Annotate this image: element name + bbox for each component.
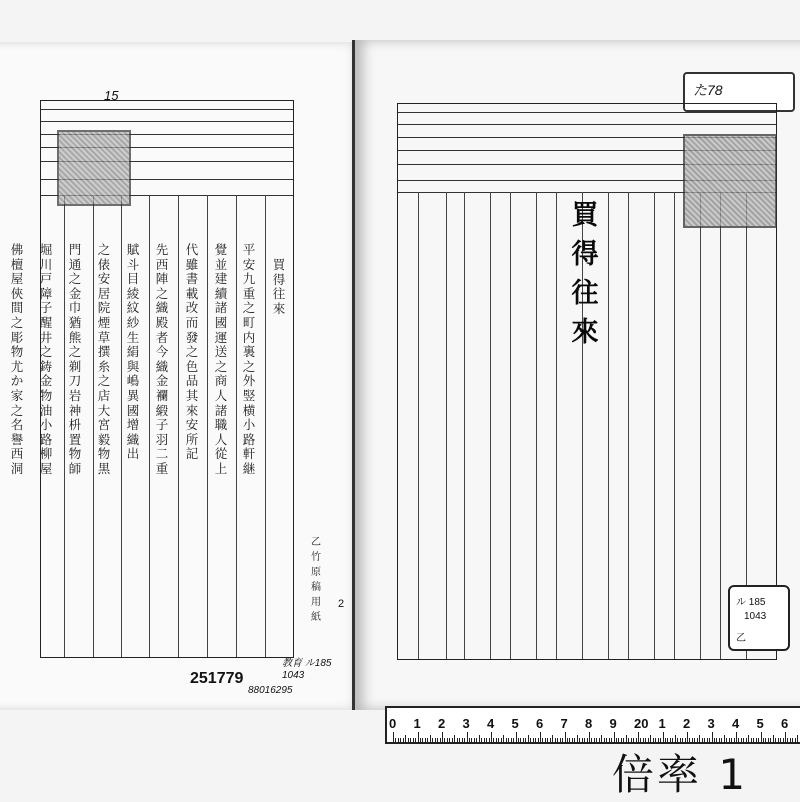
ruler-tick bbox=[491, 732, 492, 742]
ruler-tick bbox=[775, 738, 776, 742]
ruler-tick bbox=[753, 738, 754, 742]
zoom-label: 倍率 1 bbox=[612, 742, 748, 802]
ruler-tick bbox=[467, 732, 468, 742]
text-column-6: 之 俵 安 居 院 煙 草 撰 糸 之 店 大 宮 毅 物 黒 bbox=[95, 243, 113, 477]
ruler-tick bbox=[574, 738, 575, 742]
ruler-tick bbox=[447, 738, 448, 742]
ruler-tick bbox=[535, 738, 536, 742]
ruler-tick bbox=[486, 738, 487, 742]
ruler-tick bbox=[518, 738, 519, 742]
ruler-tick bbox=[748, 735, 749, 742]
ruler-tick bbox=[785, 732, 786, 742]
ruler-tick bbox=[599, 738, 600, 742]
ruler-tick bbox=[520, 738, 521, 742]
ruler-tick bbox=[506, 738, 507, 742]
ruler-tick bbox=[420, 738, 421, 742]
ruler-tick bbox=[712, 732, 713, 742]
ruler-tick bbox=[778, 738, 779, 742]
seal-stamp-right bbox=[683, 134, 777, 228]
catalog-label: た78 bbox=[683, 72, 795, 112]
document-title: 買 得 往 來 bbox=[565, 196, 605, 352]
ruler-tick bbox=[663, 732, 664, 742]
ruler-tick bbox=[751, 738, 752, 742]
text-column-7: 門 通 之 金 巾 猶 熊 之 剃 刀 岩 神 枡 置 物 師 bbox=[66, 243, 84, 477]
ruler-tick bbox=[547, 738, 548, 742]
ruler-tick bbox=[410, 738, 411, 742]
ruler-tick bbox=[484, 738, 485, 742]
ruler-tick bbox=[589, 732, 590, 742]
ruler-tick bbox=[557, 738, 558, 742]
ruler-label: 1 bbox=[659, 716, 666, 731]
ruler-tick bbox=[452, 738, 453, 742]
ruler-tick bbox=[516, 732, 517, 742]
ruler-tick bbox=[398, 738, 399, 742]
ruler-tick bbox=[601, 735, 602, 742]
ruler-label: 2 bbox=[683, 716, 690, 731]
ruler-label: 2 bbox=[438, 716, 445, 731]
ruler-tick bbox=[560, 738, 561, 742]
ruler-tick bbox=[408, 738, 409, 742]
ruler-tick bbox=[591, 738, 592, 742]
ruler-label: 5 bbox=[512, 716, 519, 731]
ruler-tick bbox=[454, 735, 455, 742]
ruler-tick bbox=[525, 738, 526, 742]
text-column-3: 代 雖 書 載 改 而 發 之 色 品 其 來 安 所 記 bbox=[183, 243, 201, 462]
ruler-tick bbox=[498, 738, 499, 742]
ruler-tick bbox=[405, 735, 406, 742]
ruler-tick bbox=[403, 738, 404, 742]
ruler-tick bbox=[787, 738, 788, 742]
ruler-tick bbox=[792, 738, 793, 742]
ref-line-3: 乙 bbox=[736, 629, 746, 644]
ruler-tick bbox=[459, 738, 460, 742]
margin-label: 乙 竹 原 稿 用 紙 bbox=[307, 535, 325, 625]
ruler-tick bbox=[513, 738, 514, 742]
ruler-tick bbox=[768, 738, 769, 742]
ruler-tick bbox=[415, 738, 416, 742]
ruler-tick bbox=[795, 738, 796, 742]
ruler-tick bbox=[508, 738, 509, 742]
ruler-tick bbox=[675, 735, 676, 742]
text-column-5: 賦 斗 目 綾 紋 紗 生 絹 與 嶋 異 國 增 織 出 bbox=[124, 243, 142, 462]
header-column: 買 得 往 來 bbox=[270, 258, 288, 316]
handwritten-code: 88016295 bbox=[248, 685, 293, 696]
ruler-tick bbox=[523, 738, 524, 742]
ruler-tick bbox=[425, 738, 426, 742]
ruler-tick bbox=[457, 738, 458, 742]
ruler-tick bbox=[528, 735, 529, 742]
text-column-9: 佛 檀 屋 俠 間 之 彫 物 尤 か 家 之 名 譽 西 洞 bbox=[8, 243, 26, 477]
ruler-tick bbox=[724, 735, 725, 742]
ruler-tick bbox=[687, 732, 688, 742]
seal-stamp-left bbox=[57, 130, 131, 206]
ruler-label: 5 bbox=[757, 716, 764, 731]
text-column-4: 先 西 陣 之 織 殿 者 今 織 金 襴 緞 子 羽 二 重 bbox=[153, 243, 171, 477]
ruler-tick bbox=[790, 738, 791, 742]
ruler-label: 20 bbox=[634, 716, 648, 731]
ruler-tick bbox=[565, 732, 566, 742]
ruler-tick bbox=[474, 738, 475, 742]
ruler-tick bbox=[449, 738, 450, 742]
ruler-label: 3 bbox=[708, 716, 715, 731]
ruler-tick bbox=[594, 738, 595, 742]
ruler-tick bbox=[609, 738, 610, 742]
ruler-tick bbox=[638, 732, 639, 742]
ruler-tick bbox=[572, 738, 573, 742]
ruler-tick bbox=[533, 738, 534, 742]
ruler-tick bbox=[400, 738, 401, 742]
ruler-label: 8 bbox=[585, 716, 592, 731]
ruler-tick bbox=[783, 738, 784, 742]
ref-line-2: 1043 bbox=[744, 611, 766, 622]
ruler-tick bbox=[501, 738, 502, 742]
ruler-tick bbox=[614, 732, 615, 742]
ruler-tick bbox=[763, 738, 764, 742]
ruler-tick bbox=[562, 738, 563, 742]
ruler-tick bbox=[511, 738, 512, 742]
ruler-label: 1 bbox=[414, 716, 421, 731]
ruler-tick bbox=[476, 738, 477, 742]
ruler-tick bbox=[435, 738, 436, 742]
stamp-number: 251779 bbox=[190, 670, 243, 688]
ruler-tick bbox=[773, 735, 774, 742]
ruler-tick bbox=[489, 738, 490, 742]
text-column-2: 覺 並 建 續 諸 國 運 送 之 商 人 諸 職 人 從 上 bbox=[212, 243, 230, 477]
ruler-tick bbox=[440, 738, 441, 742]
ruler-tick bbox=[469, 738, 470, 742]
ruler-tick bbox=[530, 738, 531, 742]
ruler-tick bbox=[395, 738, 396, 742]
ruler-tick bbox=[496, 738, 497, 742]
ruler-label: 6 bbox=[536, 716, 543, 731]
ruler-tick bbox=[542, 738, 543, 742]
ruler-tick bbox=[479, 735, 480, 742]
ruler-tick bbox=[604, 738, 605, 742]
ruler-label: 4 bbox=[487, 716, 494, 731]
ruler-tick bbox=[758, 738, 759, 742]
ruler-tick bbox=[596, 738, 597, 742]
ruler-tick bbox=[481, 738, 482, 742]
ruler-tick bbox=[437, 738, 438, 742]
ruler-tick bbox=[770, 738, 771, 742]
ruler-tick bbox=[545, 738, 546, 742]
ruler-tick bbox=[493, 738, 494, 742]
ruler-label: 4 bbox=[732, 716, 739, 731]
ruler-tick bbox=[569, 738, 570, 742]
ruler-tick bbox=[584, 738, 585, 742]
handwritten-ref: 教育 ル185 1043 bbox=[282, 658, 336, 682]
ruler-label: 9 bbox=[610, 716, 617, 731]
ruler-tick bbox=[756, 738, 757, 742]
ruler-tick bbox=[797, 735, 798, 742]
ref-line-1: ル 185 bbox=[736, 593, 765, 608]
ruler-tick bbox=[780, 738, 781, 742]
ruler-label: 6 bbox=[781, 716, 788, 731]
page-number: 15 bbox=[104, 88, 118, 103]
ruler-tick bbox=[422, 738, 423, 742]
ruler-tick bbox=[736, 732, 737, 742]
ruler-tick bbox=[413, 738, 414, 742]
ruler-tick bbox=[555, 738, 556, 742]
text-column-8: 堀 川 戸 障 子 醒 井 之 鋳 金 物 油 小 路 柳 屋 bbox=[37, 243, 55, 477]
ruler-label: 3 bbox=[463, 716, 470, 731]
ruler-tick bbox=[582, 738, 583, 742]
ruler-tick bbox=[538, 738, 539, 742]
ruler-tick bbox=[579, 738, 580, 742]
ruler-tick bbox=[471, 738, 472, 742]
ruler-tick bbox=[444, 738, 445, 742]
ruler-tick bbox=[626, 735, 627, 742]
ruler-tick bbox=[765, 738, 766, 742]
ruler-tick bbox=[606, 738, 607, 742]
ruler-tick bbox=[699, 735, 700, 742]
reference-box bbox=[728, 585, 790, 651]
ruler-label: 7 bbox=[561, 716, 568, 731]
ruler-label: 0 bbox=[389, 716, 396, 731]
ruler-tick bbox=[761, 732, 762, 742]
ruler-tick bbox=[432, 738, 433, 742]
ruler-tick bbox=[540, 732, 541, 742]
margin-number: 2 bbox=[338, 598, 344, 610]
ruler-tick bbox=[430, 735, 431, 742]
ruler-tick bbox=[550, 738, 551, 742]
ruler-tick bbox=[577, 735, 578, 742]
ruler-tick bbox=[650, 735, 651, 742]
ruler-tick bbox=[418, 732, 419, 742]
ruler-tick bbox=[552, 735, 553, 742]
ruler-tick bbox=[587, 738, 588, 742]
ruler-tick bbox=[462, 738, 463, 742]
ruler-tick bbox=[427, 738, 428, 742]
text-column-1: 平 安 九 重 之 町 内 裏 之 外 竪 横 小 路 軒 継 bbox=[240, 243, 258, 477]
measurement-ruler bbox=[385, 706, 800, 744]
ruler-tick bbox=[464, 738, 465, 742]
ruler-tick bbox=[442, 732, 443, 742]
ruler-tick bbox=[503, 735, 504, 742]
ruler-tick bbox=[567, 738, 568, 742]
ruler-tick bbox=[393, 732, 394, 742]
